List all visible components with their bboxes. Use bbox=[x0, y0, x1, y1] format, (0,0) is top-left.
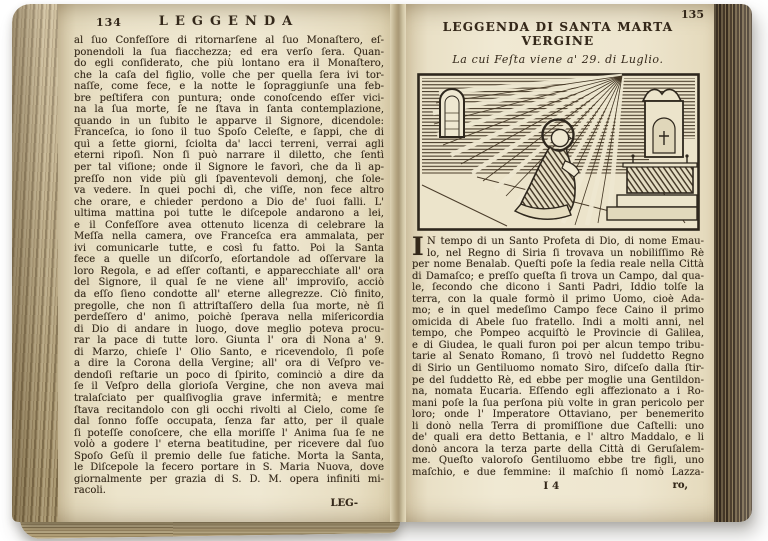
text-line: che orare, e chieder perdono a Dio de' ſuoi falli. L' bbox=[74, 196, 384, 208]
text-line: pregolle, che non ſi attriſtaſſero della ſua morte, nè ſi bbox=[74, 300, 384, 312]
open-book bbox=[12, 4, 752, 536]
chapter-subtitle: La cui Feſta viene a' 29. di Luglio. bbox=[452, 53, 664, 66]
chapter-title: LEGGENDA DI SANTA MARTA VERGINE bbox=[442, 20, 674, 48]
text-line: che la caſa del figlio, volle che per quella ſera ivi tor- bbox=[74, 69, 384, 81]
text-line: le, ſecondo che dicono i Santi Padri, Iddio tolſe la bbox=[412, 282, 704, 294]
text-line: mo; e in quel medeſimo Campo fece Caino il primo bbox=[412, 305, 704, 317]
text-line: lo, nel Regno di Siria ſi trovava un nobiliſſimo Rè bbox=[427, 247, 704, 259]
text-line: ſi poteſſe conoſcere, che ella moriſſe l' Anima ſua ſe ne bbox=[74, 427, 384, 439]
text-line: dendoſi reſtarie un poco di ſpirito, cominciò a dire da bbox=[74, 369, 384, 381]
right-page-footer bbox=[412, 480, 704, 494]
text-line: va vedere. In quei pochi dì, che viſſe, non fece altro bbox=[74, 185, 384, 197]
signature-mark: I 4 bbox=[543, 480, 560, 493]
text-line: omicida di Abele ſuo fratello. Indi a molti anni, nel bbox=[412, 316, 704, 328]
text-line: al ſuo Confeſſore di ritornarſene al ſuo Monaſtero, eſ- bbox=[74, 35, 384, 46]
text-line: Spoſo Geſù il premio delle ſue fatiche. Morta la Santa, bbox=[74, 450, 384, 462]
left-catchword: LEG- bbox=[330, 497, 358, 509]
text-line: na la ſua morte, ſe ne ſtava in ſanta contemplazione, bbox=[74, 104, 384, 116]
text-line: loro; onde l' Imperatore Ottaviano, per benemerito bbox=[412, 409, 704, 421]
text-line: na, nomata Eucaria. Eſſendo egli affezionato a i Ro- bbox=[412, 386, 704, 398]
text-line: rar la pace di tutte loro. Giunta l' ora di Nona a' 9. bbox=[74, 335, 384, 347]
text-line: maſchio, e due femmine: il maſchio ſi nomò Lazza- bbox=[412, 466, 704, 478]
text-line: bre peſtifera con puntura; onde conoſcendo eſſer vici- bbox=[74, 92, 384, 104]
text-line: tarie al Senato Romano, ſi trovò nel ſuddetto Regno bbox=[412, 351, 704, 363]
text-line: mani poſe la ſua perſona più volte in gran pericolo per bbox=[412, 397, 704, 409]
left-page bbox=[58, 4, 390, 522]
text-line: di Sirio un Gentiluomo nomato Siro, diſceſo dalla ſtir- bbox=[412, 363, 704, 375]
right-page-number: 135 bbox=[681, 8, 704, 21]
text-line: eterni ripoſi. Non ſi può narrare il diletto, che ſentì bbox=[74, 150, 384, 162]
text-line: de' quali era detto Bettania, e l' altro Maddalo, e li bbox=[412, 432, 704, 444]
text-line: giornalmente per grazia di S. D. M. opera infiniti mi- bbox=[74, 473, 384, 485]
right-page bbox=[406, 4, 714, 522]
woodcut-praying-saint-illustration bbox=[417, 73, 700, 231]
book-gutter bbox=[390, 4, 406, 522]
text-line: racoli. bbox=[74, 485, 106, 497]
text-line: e di Giudea, le quali furon poi per alcun tempo tribu- bbox=[412, 339, 704, 351]
text-line: a dire la Corona della Vergine; all' ora di Veſpro ve- bbox=[74, 358, 384, 370]
text-line: le Diſcepole la fecero portare in S. Maria Nuova, dove bbox=[74, 462, 384, 474]
text-line: per nome Benalab. Queſti poſe la ſedia reale nella Città bbox=[412, 259, 704, 271]
text-line: per tal viſione; onde il Signore le favorì, che da lì ap- bbox=[74, 162, 384, 174]
text-line: e il Confeſſore avea ottenuto licenza di celebrare la bbox=[74, 219, 384, 231]
text-line: Franceſca, io ſono il tuo Spoſo Celeſte, e ſappi, che di bbox=[74, 127, 384, 139]
text-line: Meſſa nella camera, ove Franceſca era ammalata, per bbox=[74, 231, 384, 243]
text-line: ſe il Veſpro della glorioſa Vergine, che non aveva mai bbox=[74, 381, 384, 393]
text-line: terra, con la quale formò il primo Uomo, cioè Ada- bbox=[412, 293, 704, 305]
text-line: ultima mattina poi tutte le diſcepole andarono a lei, bbox=[74, 208, 384, 220]
text-line: ivi comunicarle tutte, e così fu fatto. Poi la Santa bbox=[74, 242, 384, 254]
left-page-header bbox=[74, 14, 384, 32]
text-line: ſtava recitandolo con gli occhi rivolti al Cielo, come ſe bbox=[74, 404, 384, 416]
right-page-text bbox=[412, 232, 704, 478]
left-page-text bbox=[74, 35, 384, 497]
drop-cap-initial: I bbox=[412, 232, 424, 261]
text-line: volò a godere l' eterna beatitudine, per ricevere dal ſuo bbox=[74, 439, 384, 451]
text-line: li donò nella Terra di promiſſione due Caſtelli: uno bbox=[412, 420, 704, 432]
text-line: loro Regola, e ad eſſer coſtanti, e apparecchiate all' ora bbox=[74, 265, 384, 277]
left-page-number: 134 bbox=[96, 16, 122, 29]
text-line: tralaſciato per qualſivoglia grave infermità; e mentre bbox=[74, 392, 384, 404]
text-line: tempo, che Pompeo acquiſtò le Provincie di Galilea, bbox=[412, 328, 704, 340]
text-line: di Marzo, chieſe l' Olio Santo, e ricevendolo, ſi poſe bbox=[74, 346, 384, 358]
left-running-title: LEGGENDA bbox=[158, 14, 300, 29]
left-page-footer bbox=[74, 498, 384, 512]
text-line: N tempo di un Santo Profeta di Dio, di nome Emau- bbox=[427, 236, 704, 247]
text-line: fece a quelle un diſcorſo, eſortandole ad oſſervare la bbox=[74, 254, 384, 266]
text-line: quì a ſette giorni, ſciolta da' lacci terreni, verrai agli bbox=[74, 138, 384, 150]
left-fore-edge bbox=[12, 4, 58, 522]
text-line: donò ancora la terza parte della Città di Geruſalem- bbox=[412, 443, 704, 455]
right-fore-edge bbox=[714, 4, 752, 522]
text-line: del Signore, il qual ſe ne viene all' improviſo, acciò bbox=[74, 277, 384, 289]
text-line: naſſe, come fece, e la notte le ſopraggiunſe una feb- bbox=[74, 81, 384, 93]
text-line: perdeſſero d' animo, poichè ſperava nella miſericordia bbox=[74, 312, 384, 324]
text-line: dal ſonno foſſe occupata, ſenza far atto, per il quale bbox=[74, 416, 384, 428]
text-line: ponendoli la ſua fiacchezza; ed era verſo ſera. Quan- bbox=[74, 46, 384, 58]
text-line: preſſo non vide più gli ſpaventevoli demonj, che ſole- bbox=[74, 173, 384, 185]
text-line: di Dio di andare in luogo, dove meglio poteva procu- bbox=[74, 323, 384, 335]
text-line: do egli conſiderato, che più lontano era il Monaſtero, bbox=[74, 58, 384, 70]
text-line: quando in un ſubito le apparve il Signore, dicendole: bbox=[74, 115, 384, 127]
right-page-lines bbox=[412, 232, 704, 478]
text-line: pe del ſuddetto Rè, ed ebbe per moglie una Gentildon- bbox=[412, 374, 704, 386]
page-block bbox=[12, 4, 752, 522]
text-line: me. Queſto valoroſo Gentiluomo ebbe tre figli, uno bbox=[412, 455, 704, 467]
text-line: di Damaſco; e preſſo queſta ſi trova un Campo, dal qua- bbox=[412, 270, 704, 282]
right-catchword: ro, bbox=[672, 480, 688, 492]
text-line: da eſſo ſieno condotte all' eterne allegrezze. Ciò finito, bbox=[74, 289, 384, 301]
